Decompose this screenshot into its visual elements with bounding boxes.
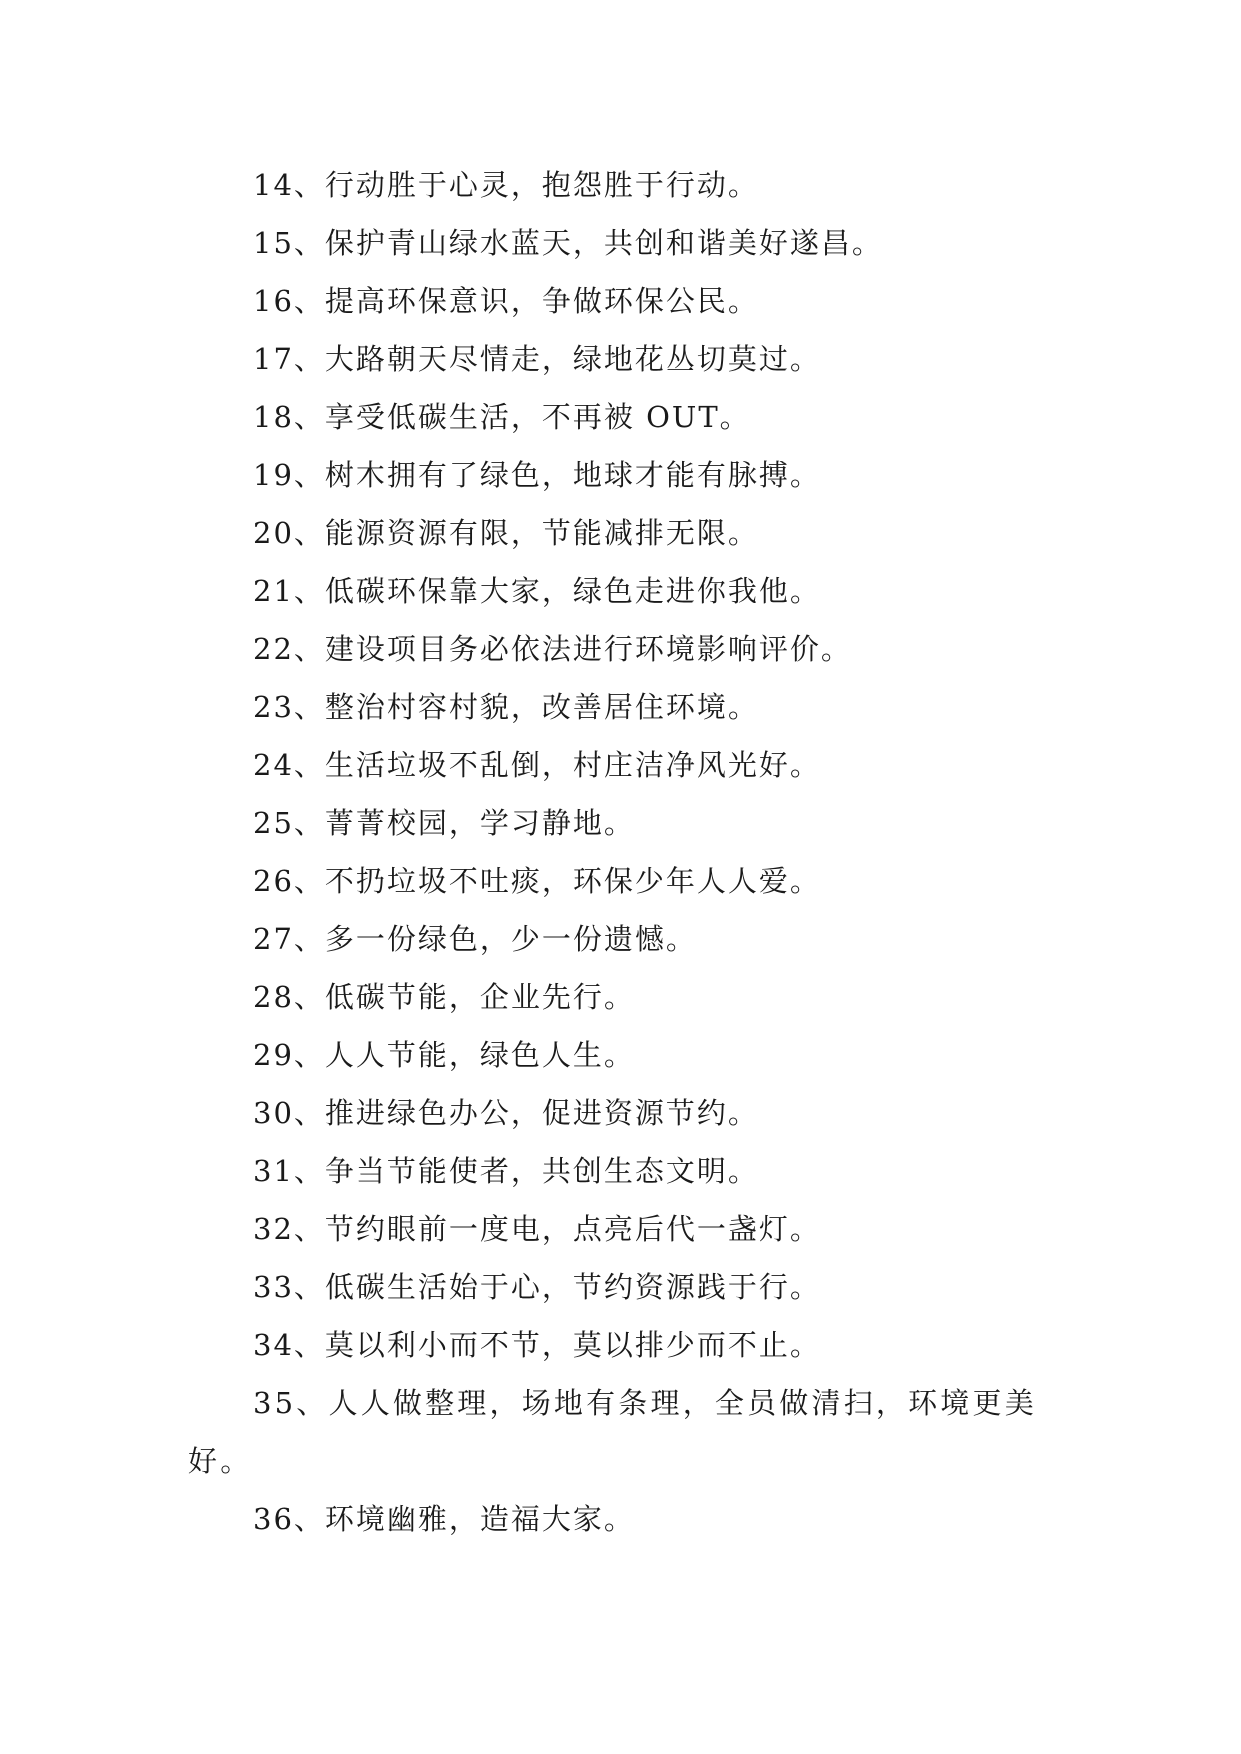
list-item: 34、莫以利小而不节，莫以排少而不止。 — [253, 1328, 821, 1362]
list-item: 22、建设项目务必依法进行环境影响评价。 — [253, 632, 852, 666]
list-item: 15、保护青山绿水蓝天，共创和谐美好遂昌。 — [253, 226, 883, 260]
list-item: 30、推进绿色办公，促进资源节约。 — [253, 1096, 759, 1130]
list-item: 17、大路朝天尽情走，绿地花丛切莫过。 — [253, 342, 821, 376]
list-item: 33、低碳生活始于心，节约资源践于行。 — [253, 1270, 821, 1304]
list-item: 27、多一份绿色，少一份遗憾。 — [253, 922, 697, 956]
list-item: 24、生活垃圾不乱倒，村庄洁净风光好。 — [253, 748, 821, 782]
list-item: 19、树木拥有了绿色，地球才能有脉搏。 — [253, 458, 821, 492]
list-item: 21、低碳环保靠大家，绿色走进你我他。 — [253, 574, 821, 608]
list-item: 35、人人做整理，场地有条理，全员做清扫，环境更美好。 — [188, 1386, 1037, 1478]
list-item: 16、提高环保意识，争做环保公民。 — [253, 284, 759, 318]
list-item: 25、菁菁校园，学习静地。 — [253, 806, 635, 840]
list-item: 18、享受低碳生活，不再被 OUT。 — [253, 400, 751, 434]
list-item: 31、争当节能使者，共创生态文明。 — [253, 1154, 759, 1188]
list-item: 29、人人节能，绿色人生。 — [253, 1038, 635, 1072]
list-item: 36、环境幽雅，造福大家。 — [253, 1502, 635, 1536]
list-item: 14、行动胜于心灵，抱怨胜于行动。 — [253, 168, 759, 202]
list-item: 32、节约眼前一度电，点亮后代一盏灯。 — [253, 1212, 821, 1246]
list-item: 28、低碳节能，企业先行。 — [253, 980, 635, 1014]
list-item: 20、能源资源有限，节能减排无限。 — [253, 516, 759, 550]
list-item: 26、不扔垃圾不吐痰，环保少年人人爱。 — [253, 864, 821, 898]
list-item: 23、整治村容村貌，改善居住环境。 — [253, 690, 759, 724]
slogan-list — [188, 156, 1060, 1548]
